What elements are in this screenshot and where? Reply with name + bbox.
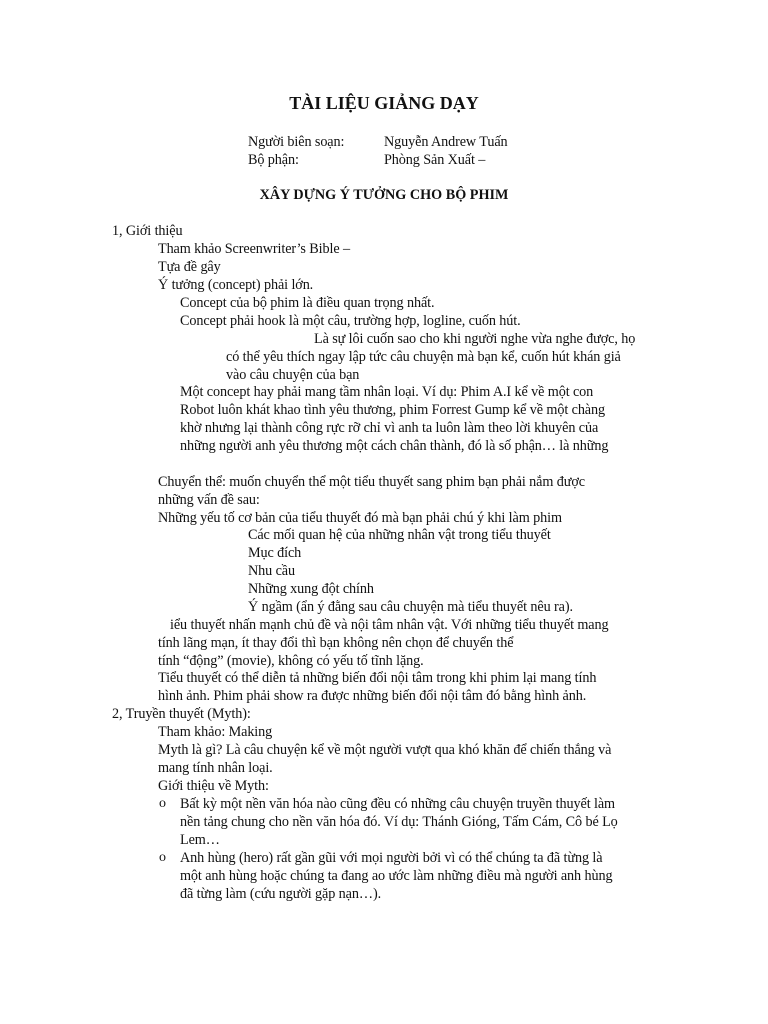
text-line: Những xung đột chính: [248, 581, 374, 597]
text-line: khờ nhưng lại thành công rực rỡ chỉ vì anh ta luôn làm theo lời khuyên của: [180, 420, 599, 436]
text-line: tính “động” (movie), không có yếu tố tĩnh lặng.: [158, 653, 424, 669]
text-line: Concept của bộ phim là điều quan trọng nhất.: [180, 295, 435, 311]
text-line: hình ảnh. Phim phải show ra được những biến đổi nội tâm đó bằng hình ảnh.: [158, 688, 587, 704]
document-title: TÀI LIỆU GIẢNG DẠY: [289, 93, 479, 113]
bullet-marker: o: [159, 850, 166, 865]
text-line: Các mối quan hệ của những nhân vật trong tiểu thuyết: [248, 527, 551, 543]
text-line: những vấn đề sau:: [158, 492, 260, 508]
list-item: Bất kỳ một nền văn hóa nào cũng đều có những câu chuyện truyền thuyết làm: [180, 796, 615, 812]
text-line: Ý tưởng (concept) phải lớn.: [158, 277, 314, 293]
section-subtitle: XÂY DỰNG Ý TƯỞNG CHO BỘ PHIM: [259, 187, 509, 203]
text-line: Tham khảo: Making: [158, 724, 273, 740]
text-line: những người anh yêu thương một cách chân thành, đó là số phận… là những: [180, 438, 609, 454]
text-line: vào câu chuyện của bạn: [226, 367, 360, 383]
text-line: Những yếu tố cơ bản của tiểu thuyết đó mà bạn phải chú ý khi làm phim: [158, 510, 562, 526]
text-line: Ý ngầm (ẩn ý đằng sau câu chuyện mà tiểu thuyết nêu ra).: [248, 599, 573, 615]
heading-myth: 2, Truyền thuyết (Myth):: [112, 706, 251, 722]
text-line: Một concept hay phải mang tầm nhân loại. Ví dụ: Phim A.I kể về một con: [180, 384, 594, 400]
text-line: Tiểu thuyết có thể diễn tả những biến đổi nội tâm trong khi phim lại mang tính: [158, 670, 597, 686]
list-item: Lem…: [180, 832, 220, 848]
heading-introduction: 1, Giới thiệu: [112, 223, 183, 239]
text-line: Concept phải hook là một câu, trường hợp, logline, cuốn hút.: [180, 313, 521, 329]
list-item: Anh hùng (hero) rất gần gũi với mọi người bởi vì có thể chúng ta đã từng là: [180, 850, 603, 866]
text-line: Là sự lôi cuốn sao cho khi người nghe vừa nghe được, họ: [314, 331, 636, 347]
text-line: Tựa đề gây: [158, 259, 221, 275]
list-item: đã từng làm (cứu người gặp nạn…).: [180, 886, 382, 902]
text-line: Nhu cầu: [248, 563, 295, 579]
text-line: iểu thuyết nhấn mạnh chủ đề và nội tâm nhân vật. Với những tiểu thuyết mang: [170, 617, 609, 633]
department-label: Bộ phận:: [248, 152, 299, 168]
author-value: Nguyễn Andrew Tuấn: [384, 134, 508, 150]
text-line: Myth là gì? Là câu chuyện kể về một người vượt qua khó khăn để chiến thắng và: [158, 742, 612, 758]
author-label: Người biên soạn:: [248, 134, 345, 150]
list-item: nền tảng chung cho nền văn hóa đó. Ví dụ: Thánh Gióng, Tấm Cám, Cô bé Lọ: [180, 814, 618, 830]
text-line: tính lãng mạn, ít thay đổi thì bạn không nên chọn để chuyển thể: [158, 635, 514, 651]
department-value: Phòng Sản Xuất –: [384, 152, 486, 168]
list-item: một anh hùng hoặc chúng ta đang ao ước làm những điều mà người anh hùng: [180, 868, 613, 884]
text-line: Robot luôn khát khao tình yêu thương, phim Forrest Gump kể về một chàng: [180, 402, 605, 418]
text-line: Mục đích: [248, 545, 302, 561]
text-line: mang tính nhân loại.: [158, 760, 273, 776]
text-line: có thể yêu thích ngay lập tức câu chuyện mà bạn kể, cuốn hút khán giả: [226, 349, 621, 365]
text-line: Giới thiệu về Myth:: [158, 778, 269, 794]
text-line: Chuyển thể: muốn chuyển thể một tiểu thuyết sang phim bạn phải nắm được: [158, 474, 585, 490]
text-line: Tham khảo Screenwriter’s Bible –: [158, 241, 350, 257]
bullet-marker: o: [159, 796, 166, 811]
